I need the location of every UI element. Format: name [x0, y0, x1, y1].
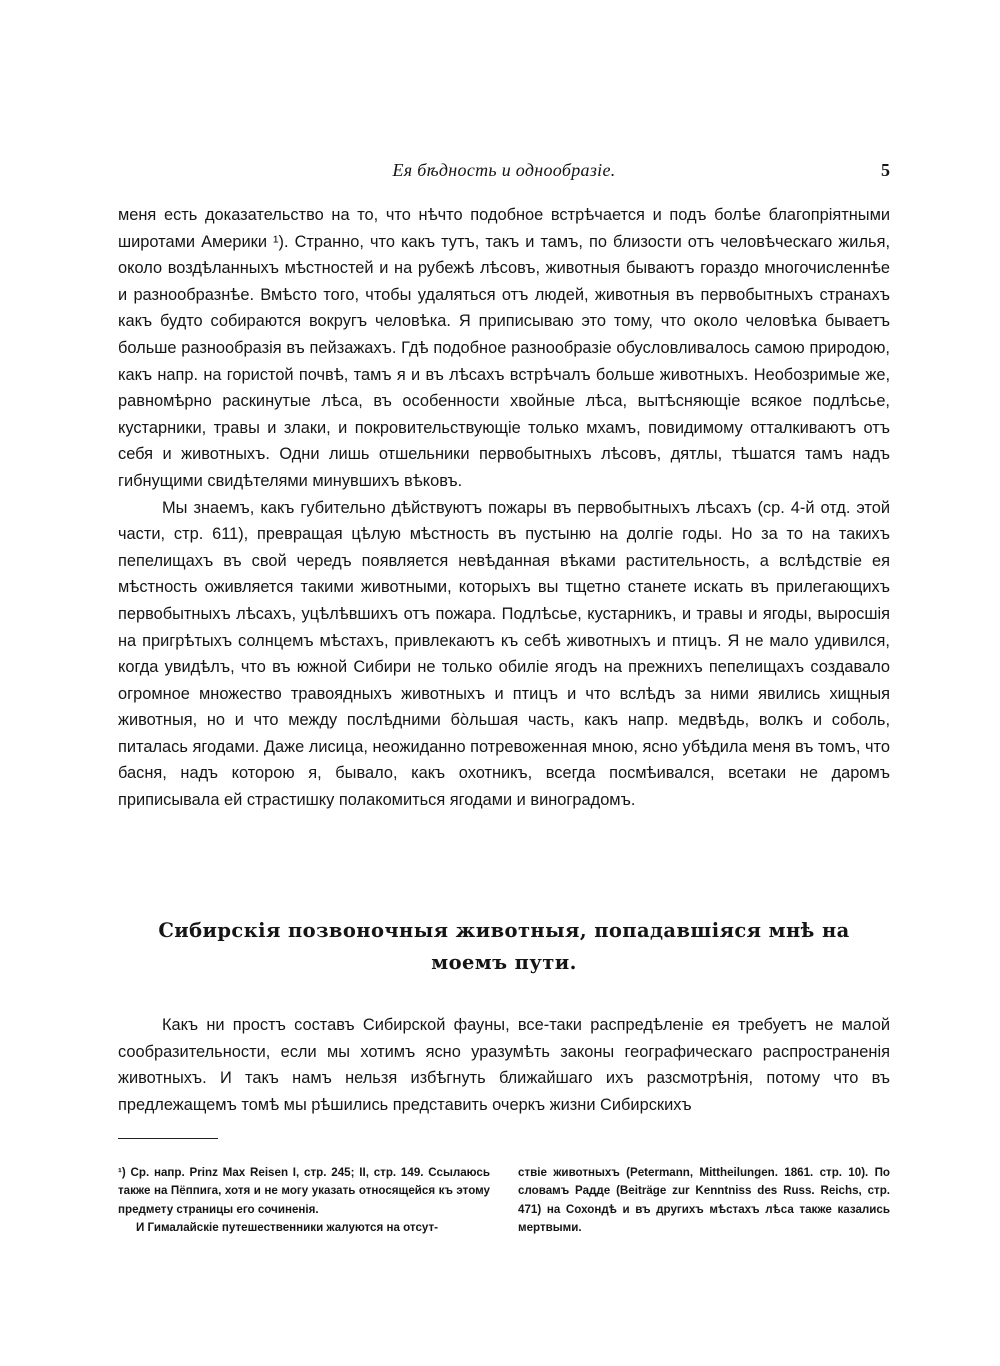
- body-text: [118, 202, 890, 814]
- footnote-continuation: И Гималайскіе путешественники жалуются на отсут-: [136, 1221, 439, 1235]
- footnote-column-left: [118, 1164, 490, 1238]
- page-number: 5: [881, 160, 890, 180]
- section-text: [118, 1012, 890, 1118]
- running-head: [118, 160, 890, 184]
- body-paragraph-2: Мы знаемъ, какъ губительно дѣйствуютъ пожары въ первобытныхъ лѣсахъ (ср. 4-й отд. этой части, стр. 611), превращая цѣлую мѣстность въ пустыню на долгіе годы. Но за то на такихъ пепелищахъ въ свой чередъ появляется невѣданная вѣками растительность, а вслѣдствіе ея мѣстность оживляется такими животными, которыхъ вы тщетно станете искать въ прилегающихъ первобытныхъ лѣсахъ, уцѣлѣвшихъ отъ пожара. Подлѣсье, кустарникъ, и травы и ягоды, выросшія на пригрѣтыхъ солнцемъ мѣстахъ, привлекаютъ къ себѣ животныхъ и птицъ. Я не мало удивился, когда увидѣлъ, что въ южной Сибири не только обиліе ягодъ на прежнихъ пепелищахъ создавало огромное множество травоядныхъ животныхъ и птицъ и что вслѣдъ за ними явились хищныя животныя, но и что между послѣдними бо̀льшая часть, какъ напр. медвѣдь, волкъ и соболь, питалась ягодами. Даже лисица, неожиданно потревоженная мною, ясно убѣдила меня въ томъ, что басня, надъ которою я, бывало, какъ охотникъ, всегда посмѣивался, всетаки не даромъ приписывала ей страстишку полакомиться ягодами и виноградомъ.: [118, 498, 890, 810]
- running-title: Ея бѣдность и однообразіе.: [392, 160, 616, 180]
- footnote-1: ¹) Ср. напр. Prinz Max Reisen I, стр. 245; II, стр. 149. Ссылаюсь также на Пёппига, хотя и не могу указать относящейся къ этому предмету страницы его сочиненія.: [118, 1166, 490, 1216]
- section-paragraph: Какъ ни простъ составъ Сибирской фауны, все-таки распредѣленіе ея требуетъ не малой сообразительности, если мы хотимъ ясно уразумѣть законы географическаго распространенія животныхъ. И такъ намъ нельзя избѣгнуть ближайшаго ихъ разсмотрѣнія, потому что въ предлежащемъ томѣ мы рѣшились представить очеркъ жизни Сибирскихъ: [118, 1016, 890, 1114]
- footnote-column-right: [518, 1164, 890, 1238]
- footnotes: [118, 1164, 890, 1238]
- section-heading: Сибирскія позвоночныя животныя, попадавшіяся мнѣ на моемъ пути.: [158, 919, 850, 974]
- footnote-divider: [118, 1138, 218, 1139]
- body-paragraph-1: меня есть доказательство на то, что нѣчто подобное встрѣчается и подъ болѣе благопріятными широтами Америки ¹). Странно, что какъ тутъ, такъ и тамъ, по близости отъ человѣческаго жилья, около воздѣланныхъ мѣстностей и на рубежѣ лѣсовъ, животныя бываютъ гораздо многочисленнѣе и разнообразнѣе. Вмѣсто того, чтобы удаляться отъ людей, животныя въ первобытныхъ странахъ какъ будто собираются вокругъ человѣка. Я приписываю это тому, что около человѣка бываетъ больше разнообразія въ пейзажахъ. Гдѣ подобное разнообразіе обусловливалось самою природою, какъ напр. на гористой почвѣ, тамъ я и въ лѣсахъ встрѣчалъ больше животныхъ. Необозримые же, равномѣрно раскинутые лѣса, въ особенности хвойные лѣса, вытѣсняющіе всякое подлѣсье, кустарники, травы и злаки, и покровительствующіе только мхамъ, повидимому отталкиваютъ отъ себя и животныхъ. Одни лишь отшельники первобытныхъ лѣсовъ, дятлы, тѣшатся тамъ надъ гибнущими свидѣтелями минувшихъ вѣковъ.: [118, 206, 890, 490]
- footnote-right-text: ствіе животныхъ (Petermann, Mittheilungen. 1861. стр. 10). По словамъ Радде (Beiträge zur Kenntniss des Russ. Reichs, стр. 471) на Сохондѣ и въ другихъ мѣстахъ лѣса также казались мертвыми.: [518, 1166, 890, 1235]
